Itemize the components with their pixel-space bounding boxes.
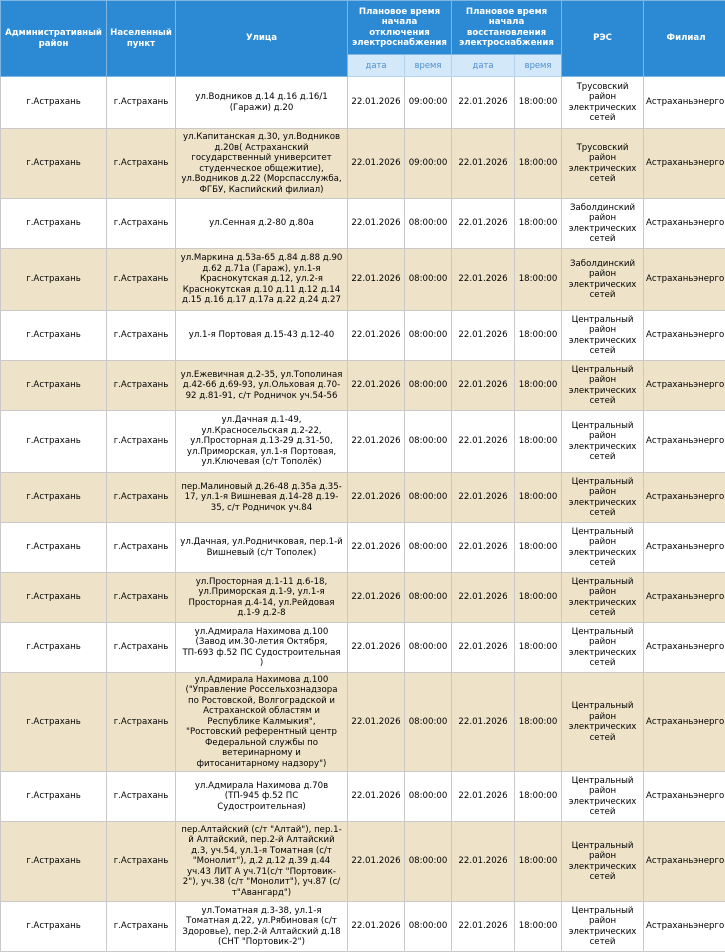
cell-off-date: 22.01.2026 <box>348 573 405 623</box>
cell-locality: г.Астрахань <box>107 249 176 311</box>
cell-res: Центральный район электрических сетей <box>562 473 644 523</box>
cell-off-time: 08:00:00 <box>405 902 452 952</box>
header-res: РЭС <box>562 1 644 77</box>
cell-on-time: 18:00:00 <box>515 249 562 311</box>
cell-on-time: 18:00:00 <box>515 411 562 473</box>
cell-street: ул.Маркина д.53а-65 д.84 д.88 д.90 д.62 д.71а (Гараж), ул.1-я Краснокутская д.12, ул.2-я Краснокутская д.10 д.11 д.12 д.14 д.15 д.16 д.17 д.17а д.22 д.24 д.27 <box>176 249 348 311</box>
cell-on-date: 22.01.2026 <box>452 772 515 822</box>
cell-street: ул.Дачная, ул.Родничковая, пер.1-й Вишневый (с/т Тополек) <box>176 523 348 573</box>
cell-locality: г.Астрахань <box>107 411 176 473</box>
cell-on-date: 22.01.2026 <box>452 361 515 411</box>
cell-off-date: 22.01.2026 <box>348 473 405 523</box>
cell-res: Заболдинский район электрических сетей <box>562 199 644 249</box>
cell-off-time: 08:00:00 <box>405 673 452 772</box>
cell-res: Центральный район электрических сетей <box>562 673 644 772</box>
cell-on-time: 18:00:00 <box>515 129 562 199</box>
cell-branch: Астраханьэнерго <box>644 673 725 772</box>
cell-off-date: 22.01.2026 <box>348 902 405 952</box>
cell-off-date: 22.01.2026 <box>348 199 405 249</box>
header-off-time: Плановое время начала отключения электроснабжения <box>348 1 452 55</box>
cell-on-time: 18:00:00 <box>515 473 562 523</box>
cell-on-time: 18:00:00 <box>515 822 562 902</box>
header-street: Улица <box>176 1 348 77</box>
table-row <box>1 77 725 129</box>
cell-on-time: 18:00:00 <box>515 311 562 361</box>
cell-off-time: 08:00:00 <box>405 199 452 249</box>
table-row <box>1 249 725 311</box>
cell-on-time: 18:00:00 <box>515 573 562 623</box>
cell-off-date: 22.01.2026 <box>348 822 405 902</box>
cell-off-time: 08:00:00 <box>405 573 452 623</box>
table-row <box>1 411 725 473</box>
cell-on-date: 22.01.2026 <box>452 473 515 523</box>
cell-off-date: 22.01.2026 <box>348 129 405 199</box>
cell-street: пер.Малиновый д.26-48 д.35а д.35-17, ул.1-я Вишневая д.14-28 д.19-35, с/т Родничок уч.84 <box>176 473 348 523</box>
cell-on-date: 22.01.2026 <box>452 523 515 573</box>
cell-res: Центральный район электрических сетей <box>562 902 644 952</box>
cell-res: Трусовский район электрических сетей <box>562 129 644 199</box>
cell-branch: Астраханьэнерго <box>644 623 725 673</box>
table-row <box>1 623 725 673</box>
cell-on-time: 18:00:00 <box>515 673 562 772</box>
cell-off-time: 08:00:00 <box>405 822 452 902</box>
cell-on-time: 18:00:00 <box>515 523 562 573</box>
cell-off-date: 22.01.2026 <box>348 77 405 129</box>
header-on-date: дата <box>452 55 515 77</box>
cell-branch: Астраханьэнерго <box>644 573 725 623</box>
cell-off-time: 09:00:00 <box>405 77 452 129</box>
cell-on-date: 22.01.2026 <box>452 902 515 952</box>
cell-locality: г.Астрахань <box>107 361 176 411</box>
cell-on-date: 22.01.2026 <box>452 129 515 199</box>
cell-res: Центральный район электрических сетей <box>562 573 644 623</box>
cell-off-time: 08:00:00 <box>405 772 452 822</box>
cell-branch: Астраханьэнерго <box>644 199 725 249</box>
cell-street: ул.1-я Портовая д.15-43 д.12-40 <box>176 311 348 361</box>
cell-branch: Астраханьэнерго <box>644 129 725 199</box>
cell-locality: г.Астрахань <box>107 473 176 523</box>
cell-locality: г.Астрахань <box>107 902 176 952</box>
cell-locality: г.Астрахань <box>107 573 176 623</box>
cell-locality: г.Астрахань <box>107 77 176 129</box>
cell-on-time: 18:00:00 <box>515 77 562 129</box>
cell-locality: г.Астрахань <box>107 311 176 361</box>
cell-res: Центральный район электрических сетей <box>562 772 644 822</box>
cell-branch: Астраханьэнерго <box>644 249 725 311</box>
cell-off-time: 08:00:00 <box>405 311 452 361</box>
cell-district: г.Астрахань <box>1 772 107 822</box>
table-row <box>1 673 725 772</box>
cell-off-date: 22.01.2026 <box>348 249 405 311</box>
cell-off-time: 08:00:00 <box>405 361 452 411</box>
header-district: Административный район <box>1 1 107 77</box>
cell-street: ул.Просторная д.1-11 д.6-18, ул.Приморская д.1-9, ул.1-я Просторная д.4-14, ул.Рейдовая д.1-9 д.2-8 <box>176 573 348 623</box>
cell-street: ул.Сенная д.2-80 д.80а <box>176 199 348 249</box>
table-row <box>1 902 725 952</box>
cell-on-date: 22.01.2026 <box>452 623 515 673</box>
header-on-clock: время <box>515 55 562 77</box>
cell-branch: Астраханьэнерго <box>644 361 725 411</box>
cell-on-date: 22.01.2026 <box>452 411 515 473</box>
cell-res: Трусовский район электрических сетей <box>562 77 644 129</box>
cell-street: ул.Томатная д.3-38, ул.1-я Томатная д.22, ул.Рябиновая (с/т Здоровье), пер.2-й Алтайский д.18 (СНТ "Портовик-2") <box>176 902 348 952</box>
cell-branch: Астраханьэнерго <box>644 772 725 822</box>
cell-on-date: 22.01.2026 <box>452 573 515 623</box>
cell-locality: г.Астрахань <box>107 129 176 199</box>
header-branch: Филиал <box>644 1 725 77</box>
cell-branch: Астраханьэнерго <box>644 902 725 952</box>
table-row <box>1 129 725 199</box>
cell-district: г.Астрахань <box>1 411 107 473</box>
cell-off-date: 22.01.2026 <box>348 772 405 822</box>
cell-district: г.Астрахань <box>1 199 107 249</box>
cell-locality: г.Астрахань <box>107 673 176 772</box>
cell-district: г.Астрахань <box>1 673 107 772</box>
table-row <box>1 199 725 249</box>
cell-on-date: 22.01.2026 <box>452 673 515 772</box>
cell-res: Центральный район электрических сетей <box>562 822 644 902</box>
cell-district: г.Астрахань <box>1 523 107 573</box>
cell-district: г.Астрахань <box>1 77 107 129</box>
cell-off-time: 08:00:00 <box>405 473 452 523</box>
cell-on-time: 18:00:00 <box>515 772 562 822</box>
cell-res: Заболдинский район электрических сетей <box>562 249 644 311</box>
cell-street: ул.Адмирала Нахимова д.100 (Завод им.30-летия Октября, ТП-693 ф.52 ПС Судостроительная ) <box>176 623 348 673</box>
cell-off-date: 22.01.2026 <box>348 411 405 473</box>
cell-street: ул.Адмирала Нахимова д.100 ("Управление Россельхознадзора по Ростовской, Волгоградской и Астраханской областям и Республике Калмыкия", "Ростовский референтный центр Федеральной службы по ветеринарному и фитосанитарному надзору") <box>176 673 348 772</box>
cell-street: ул.Дачная д.1-49, ул.Красносельская д.2-22, ул.Просторная д.13-29 д.31-50, ул.Приморская, ул.1-я Портовая, ул.Ключевая (с/т Тополёк) <box>176 411 348 473</box>
header-locality: Населенный пункт <box>107 1 176 77</box>
cell-street: ул.Адмирала Нахимова д.70в (ТП-945 ф.52 ПС Судостроительная) <box>176 772 348 822</box>
cell-district: г.Астрахань <box>1 249 107 311</box>
cell-locality: г.Астрахань <box>107 523 176 573</box>
cell-district: г.Астрахань <box>1 623 107 673</box>
cell-res: Центральный район электрических сетей <box>562 623 644 673</box>
cell-res: Центральный район электрических сетей <box>562 311 644 361</box>
cell-locality: г.Астрахань <box>107 772 176 822</box>
cell-off-date: 22.01.2026 <box>348 673 405 772</box>
cell-on-date: 22.01.2026 <box>452 199 515 249</box>
cell-district: г.Астрахань <box>1 473 107 523</box>
cell-on-time: 18:00:00 <box>515 623 562 673</box>
cell-off-date: 22.01.2026 <box>348 361 405 411</box>
table-row <box>1 822 725 902</box>
table-row <box>1 473 725 523</box>
cell-off-time: 09:00:00 <box>405 129 452 199</box>
cell-street: ул.Водников д.14 д.16 д.16/1 (Гаражи) д.20 <box>176 77 348 129</box>
cell-on-time: 18:00:00 <box>515 199 562 249</box>
cell-street: ул.Ежевичная д.2-35, ул.Тополиная д.42-66 д.69-93, ул.Ольховая д.70-92 д.81-91, с/т Родничок уч.54-56 <box>176 361 348 411</box>
table-header <box>1 1 725 77</box>
cell-locality: г.Астрахань <box>107 199 176 249</box>
cell-off-time: 08:00:00 <box>405 411 452 473</box>
cell-off-date: 22.01.2026 <box>348 311 405 361</box>
cell-district: г.Астрахань <box>1 129 107 199</box>
cell-branch: Астраханьэнерго <box>644 411 725 473</box>
table-row <box>1 772 725 822</box>
cell-off-date: 22.01.2026 <box>348 623 405 673</box>
cell-branch: Астраханьэнерго <box>644 822 725 902</box>
table-row <box>1 361 725 411</box>
cell-on-date: 22.01.2026 <box>452 311 515 361</box>
cell-street: ул.Капитанская д.30, ул.Водников д.20в( Астраханский государственный университет студенческое общежитие), ул.Водников д.22 (Морспасслужба, ФГБУ, Каспийский филиал) <box>176 129 348 199</box>
header-off-date: дата <box>348 55 405 77</box>
cell-on-date: 22.01.2026 <box>452 822 515 902</box>
cell-branch: Астраханьэнерго <box>644 473 725 523</box>
cell-locality: г.Астрахань <box>107 623 176 673</box>
cell-off-time: 08:00:00 <box>405 623 452 673</box>
table-row <box>1 573 725 623</box>
cell-branch: Астраханьэнерго <box>644 523 725 573</box>
table-body <box>1 77 725 952</box>
cell-on-time: 18:00:00 <box>515 361 562 411</box>
cell-on-time: 18:00:00 <box>515 902 562 952</box>
cell-off-date: 22.01.2026 <box>348 523 405 573</box>
cell-branch: Астраханьэнерго <box>644 311 725 361</box>
table-row <box>1 523 725 573</box>
cell-locality: г.Астрахань <box>107 822 176 902</box>
cell-res: Центральный район электрических сетей <box>562 523 644 573</box>
header-on-time: Плановое время начала восстановления электроснабжения <box>452 1 562 55</box>
cell-res: Центральный район электрических сетей <box>562 411 644 473</box>
cell-district: г.Астрахань <box>1 311 107 361</box>
header-off-clock: время <box>405 55 452 77</box>
cell-off-time: 08:00:00 <box>405 249 452 311</box>
cell-district: г.Астрахань <box>1 573 107 623</box>
cell-branch: Астраханьэнерго <box>644 77 725 129</box>
cell-on-date: 22.01.2026 <box>452 77 515 129</box>
cell-district: г.Астрахань <box>1 361 107 411</box>
cell-off-time: 08:00:00 <box>405 523 452 573</box>
table-row <box>1 311 725 361</box>
cell-res: Центральный район электрических сетей <box>562 361 644 411</box>
cell-district: г.Астрахань <box>1 822 107 902</box>
cell-on-date: 22.01.2026 <box>452 249 515 311</box>
cell-street: пер.Алтайский (с/т "Алтай"), пер.1-й Алтайский, пер.2-й Алтайский д.3, уч.54, ул.1-я Томатная (с/т "Монолит"), д.2 д.12 д.39 д.44 уч.43 ЛИТ А уч.71(с/т "Портовик- 2"), уч.38 (с/т "Монолит"), уч.87 (с/т"Авангард") <box>176 822 348 902</box>
cell-district: г.Астрахань <box>1 902 107 952</box>
